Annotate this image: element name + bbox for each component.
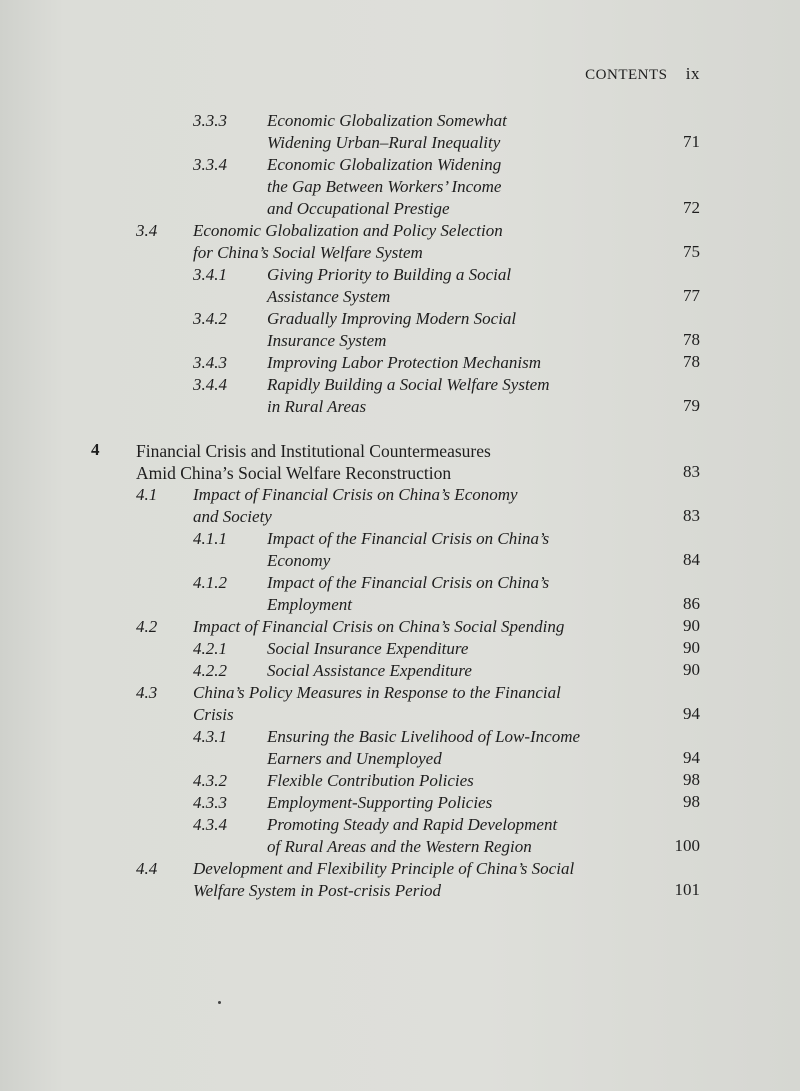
toc-entry-number: 4.4 bbox=[136, 859, 158, 878]
toc-entry-title-line: Gradually Improving Modern Social bbox=[267, 309, 517, 328]
toc-entry-title bbox=[267, 726, 580, 770]
toc-entry-title bbox=[267, 374, 550, 418]
toc-entry-number: 4.2.1 bbox=[193, 639, 227, 658]
toc-entry-page-number: 83 bbox=[683, 506, 700, 525]
toc-entry-page-number: 98 bbox=[683, 792, 700, 811]
toc-entry-title-line: Development and Flexibility Principle of China’s Social bbox=[193, 859, 575, 878]
toc-entry-number: 4.3.4 bbox=[193, 815, 227, 834]
toc-entry-title-line: Welfare System in Post-crisis Period bbox=[193, 881, 442, 900]
toc-entry-number: 4.1 bbox=[136, 485, 158, 504]
toc-entry-page-number: 86 bbox=[683, 594, 700, 613]
toc-entry bbox=[0, 440, 800, 484]
running-head-label: CONTENTS bbox=[585, 67, 668, 83]
toc-entry-title-line: Ensuring the Basic Livelihood of Low-Income bbox=[267, 727, 581, 746]
toc-entry-title-line: in Rural Areas bbox=[267, 397, 367, 416]
toc-entry bbox=[0, 858, 800, 902]
toc-entry bbox=[0, 220, 800, 264]
toc-entry-title-line: Economic Globalization Widening bbox=[267, 155, 502, 174]
toc-entry-page-number: 77 bbox=[683, 286, 700, 305]
toc-entry-title-line: Amid China’s Social Welfare Reconstruction bbox=[136, 463, 452, 483]
toc-entry-number: 4.3 bbox=[136, 683, 158, 702]
toc-entry-title-line: Flexible Contribution Policies bbox=[267, 771, 474, 790]
toc-entry bbox=[0, 264, 800, 308]
toc-entry-number: 3.4.3 bbox=[193, 353, 227, 372]
toc-entry-page-number: 90 bbox=[683, 638, 700, 657]
toc-entry-page-number: 84 bbox=[683, 550, 700, 569]
toc-entry-title-line: Crisis bbox=[193, 705, 234, 724]
toc-entry bbox=[0, 660, 800, 682]
toc-entry-number: 4 bbox=[91, 440, 100, 459]
toc-entry-title-line: Social Insurance Expenditure bbox=[267, 639, 469, 658]
toc-entry-number: 3.4 bbox=[136, 221, 158, 240]
toc-entry-title bbox=[267, 660, 472, 682]
toc-entry bbox=[0, 352, 800, 374]
toc-entry-title bbox=[267, 528, 549, 572]
toc-entry-title-line: Impact of the Financial Crisis on China’s bbox=[267, 573, 550, 592]
toc-entry bbox=[0, 308, 800, 352]
toc-entry-title-line: and Occupational Prestige bbox=[267, 199, 450, 218]
toc-entry-number: 4.3.1 bbox=[193, 727, 227, 746]
toc-entry-title-line: of Rural Areas and the Western Region bbox=[267, 837, 532, 856]
toc-entry-title-line: Improving Labor Protection Mechanism bbox=[267, 353, 542, 372]
toc-entry-page-number: 90 bbox=[683, 660, 700, 679]
toc-entry-number: 4.1.1 bbox=[193, 529, 227, 548]
toc-entry-title bbox=[267, 264, 511, 308]
toc-entry-title-line: Earners and Unemployed bbox=[267, 749, 442, 768]
toc-entry-title bbox=[193, 858, 574, 902]
toc-entry-title-line: Social Assistance Expenditure bbox=[267, 661, 472, 680]
toc-entry-title-line: Impact of the Financial Crisis on China’s bbox=[267, 529, 550, 548]
toc-entry-title bbox=[193, 220, 503, 264]
toc-entry-title-line: Giving Priority to Building a Social bbox=[267, 265, 512, 284]
toc-entry-number: 4.3.2 bbox=[193, 771, 227, 790]
toc-entry-title-line: Impact of Financial Crisis on China’s Economy bbox=[193, 485, 518, 504]
toc-entry-number: 4.1.2 bbox=[193, 573, 227, 592]
toc-entry-page-number: 100 bbox=[674, 836, 700, 855]
toc-entry-page-number: 83 bbox=[683, 462, 700, 481]
toc-entry-title bbox=[267, 572, 549, 616]
toc-entry bbox=[0, 726, 800, 770]
toc-entry-page-number: 101 bbox=[674, 880, 700, 899]
toc-entry-title-line: the Gap Between Workers’ Income bbox=[267, 177, 502, 196]
toc-entry bbox=[0, 110, 800, 154]
running-head-page-number: ix bbox=[685, 64, 700, 83]
toc-entry-number: 3.4.4 bbox=[193, 375, 227, 394]
toc-entry-number: 4.2 bbox=[136, 617, 158, 636]
toc-entry-title bbox=[267, 792, 492, 814]
toc-entry-page-number: 72 bbox=[683, 198, 700, 217]
toc-entry-title-line: Promoting Steady and Rapid Development bbox=[267, 815, 558, 834]
toc-entry-title-line: Rapidly Building a Social Welfare System bbox=[267, 375, 550, 394]
toc-entry-title-line: Economy bbox=[267, 551, 331, 570]
toc-entry-number: 3.3.4 bbox=[193, 155, 227, 174]
toc-entry-title bbox=[267, 352, 541, 374]
toc-entry-number: 3.4.1 bbox=[193, 265, 227, 284]
toc-entry-title-line: Employment-Supporting Policies bbox=[267, 793, 493, 812]
toc-entry bbox=[0, 154, 800, 220]
toc-entry-number: 4.2.2 bbox=[193, 661, 227, 680]
toc-entry-page-number: 78 bbox=[683, 352, 700, 371]
toc-entry bbox=[0, 572, 800, 616]
toc-entry-number: 3.4.2 bbox=[193, 309, 227, 328]
toc-entry-number: 4.3.3 bbox=[193, 793, 227, 812]
toc-entry-number: 3.3.3 bbox=[193, 111, 227, 130]
toc-entry-title bbox=[193, 682, 561, 726]
toc-entry bbox=[0, 770, 800, 792]
toc-entry bbox=[0, 484, 800, 528]
toc-entry-page-number: 90 bbox=[683, 616, 700, 635]
toc-entry-title-line: Assistance System bbox=[267, 287, 391, 306]
toc-entry bbox=[0, 528, 800, 572]
toc-entry-page-number: 94 bbox=[683, 704, 700, 723]
toc-entry-page-number: 71 bbox=[683, 132, 700, 151]
toc-entry-title-line: Employment bbox=[267, 595, 352, 614]
toc-entry-title bbox=[267, 308, 516, 352]
toc-entry-title-line: Widening Urban–Rural Inequality bbox=[267, 133, 501, 152]
toc-entry-page-number: 94 bbox=[683, 748, 700, 767]
toc-entry-title-line: and Society bbox=[193, 507, 272, 526]
toc-entry-page-number: 98 bbox=[683, 770, 700, 789]
toc-entry-title bbox=[267, 154, 501, 220]
toc-entry bbox=[0, 616, 800, 638]
toc-entry-title-line: for China’s Social Welfare System bbox=[193, 243, 423, 262]
toc-entry-page-number: 78 bbox=[683, 330, 700, 349]
toc-entry-title bbox=[267, 814, 557, 858]
toc-entry bbox=[0, 638, 800, 660]
toc-entry-title-line: Financial Crisis and Institutional Countermeasures bbox=[136, 441, 491, 461]
toc-entry-title-line: Economic Globalization Somewhat bbox=[267, 111, 507, 130]
toc-entry bbox=[0, 792, 800, 814]
toc-entry-title bbox=[136, 440, 491, 484]
toc-entry-title bbox=[193, 616, 564, 638]
toc-entry-title bbox=[267, 110, 507, 154]
toc-entry-title bbox=[267, 638, 468, 660]
toc-entry bbox=[0, 814, 800, 858]
toc-entry-page-number: 79 bbox=[683, 396, 700, 415]
toc-entry-page-number: 75 bbox=[683, 242, 700, 261]
toc-entry-title-line: Economic Globalization and Policy Selection bbox=[193, 221, 503, 240]
page-speck bbox=[218, 1001, 221, 1004]
running-head bbox=[585, 64, 700, 84]
toc-entry-title bbox=[267, 770, 474, 792]
toc-entry-title-line: China’s Policy Measures in Response to the Financial bbox=[193, 683, 561, 702]
toc-entry bbox=[0, 682, 800, 726]
toc-entry-title-line: Insurance System bbox=[267, 331, 387, 350]
toc-entry-title bbox=[193, 484, 518, 528]
toc-entry bbox=[0, 374, 800, 418]
toc-entry-title-line: Impact of Financial Crisis on China’s Social Spending bbox=[193, 617, 565, 636]
